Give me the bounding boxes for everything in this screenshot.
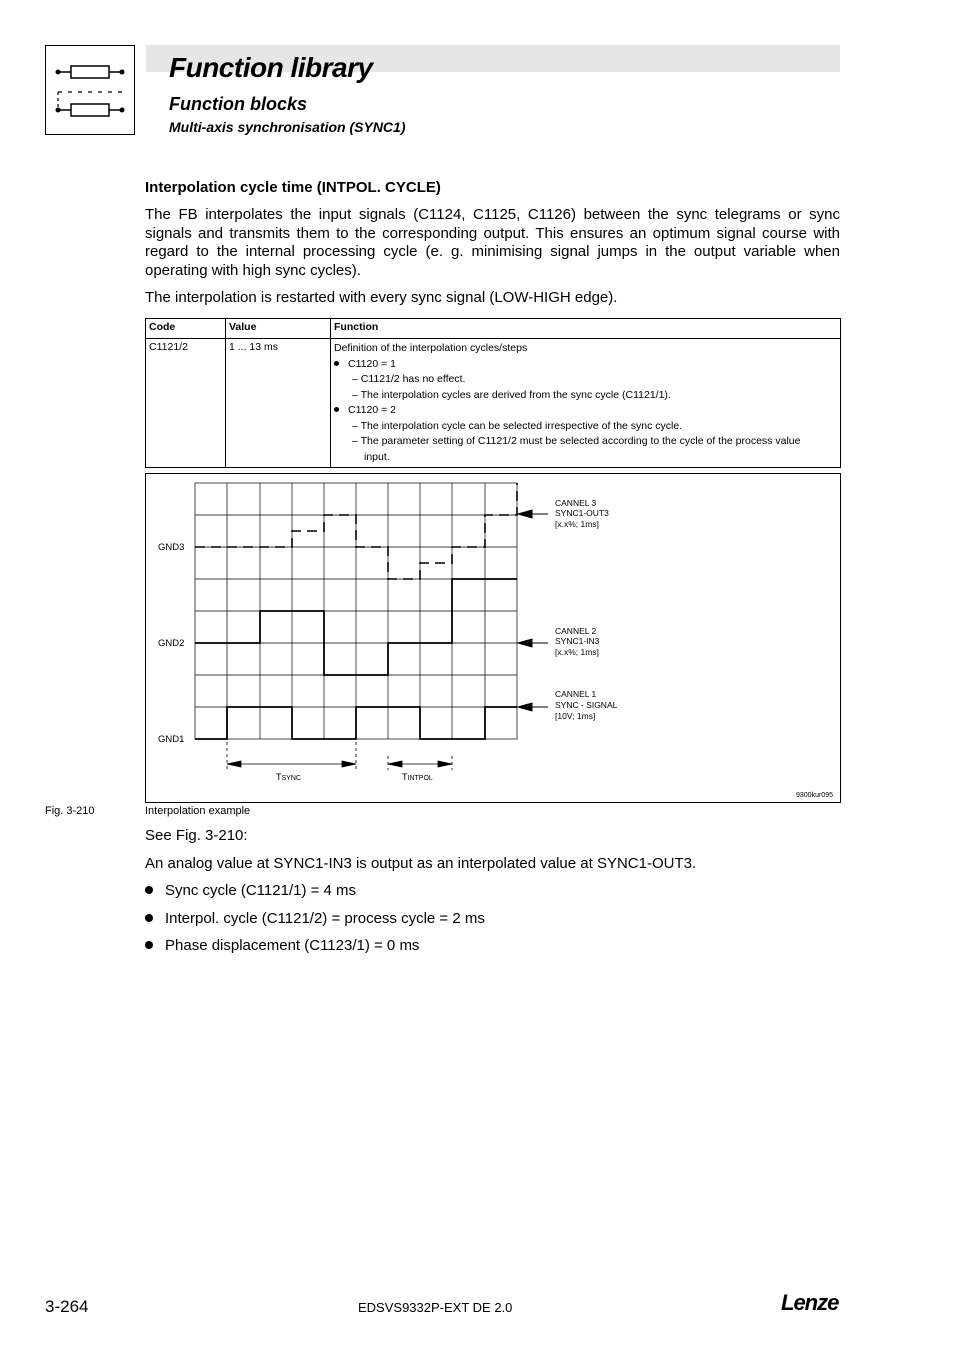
subsection-title: Multi-axis synchronisation (SYNC1) (169, 119, 406, 135)
paragraph-2: The interpolation is restarted with every sync signal (LOW-HIGH edge). (145, 289, 618, 306)
function-line: – The interpolation cycles are derived from the sync cycle (C1121/1). (352, 388, 671, 401)
gnd1-label: GND1 (158, 734, 185, 745)
page-title: Function library (169, 52, 373, 83)
arrow-icon (518, 510, 548, 711)
cell-value: 1 ... 13 ms (226, 339, 331, 468)
header-value: Value (226, 319, 331, 339)
ch2-signal: SYNC1-IN3 (555, 636, 600, 646)
function-block-icon (45, 45, 135, 135)
see-figure-text: See Fig. 3-210: (145, 827, 248, 844)
ch1-scale: [10V; 1ms] (555, 711, 596, 721)
ch2-scale: [x.x%; 1ms] (555, 647, 599, 657)
function-line: – C1121/2 has no effect. (352, 373, 466, 385)
function-bullet: C1120 = 1 (334, 357, 837, 373)
section-heading: Interpolation cycle time (INTPOL. CYCLE) (145, 179, 441, 196)
figure-number: Fig. 3-210 (45, 805, 95, 817)
gnd3-label: GND3 (158, 542, 185, 553)
list-item: Phase displacement (C1123/1) = 0 ms (145, 937, 419, 954)
circuit-icon (46, 46, 134, 134)
brand-logo: Lenze (781, 1290, 839, 1315)
statement-text: An analog value at SYNC1-IN3 is output as an interpolated value at SYNC1-OUT3. (145, 855, 697, 872)
cell-code: C1121/2 (146, 339, 226, 468)
gnd2-label: GND2 (158, 638, 185, 649)
figure-ref: 9300kur095 (796, 792, 833, 799)
ch3-scale: [x.x%; 1ms] (555, 519, 599, 529)
document-id: EDSVS9332P-EXT DE 2.0 (358, 1300, 513, 1315)
list-item: Interpol. cycle (C1121/2) = process cycle = 2 ms (145, 910, 485, 927)
sync-trace (195, 707, 517, 739)
tintpol-label: TINTPOL (402, 772, 433, 782)
page-number: 3-264 (45, 1297, 89, 1316)
function-line: input. (364, 450, 390, 463)
parameter-table (145, 318, 841, 468)
header-function: Function (331, 319, 841, 339)
ch3-label: CANNEL 3 (555, 498, 597, 508)
header-code: Code (146, 319, 226, 339)
ch1-label: CANNEL 1 (555, 689, 597, 699)
table-row (146, 339, 841, 468)
tsync-label: TSYNC (276, 772, 301, 782)
ch3-signal: SYNC1-OUT3 (555, 508, 609, 518)
timing-diagram (146, 474, 840, 802)
paragraph-1: The FB interpolates the input signals (C1124, C1125, C1126) between the sync telegrams or sync signals and transmits them to the corresponding output. This ensures an optimum signal course with regard to the internal processing cycle (e. g. minimising signal jumps in the output variable when operating with high sync cycles). (145, 206, 840, 279)
section-title: Function blocks (169, 94, 308, 114)
function-line: – The interpolation cycle can be selected irrespective of the sync cycle. (352, 419, 683, 432)
ch2-label: CANNEL 2 (555, 626, 597, 636)
table-header-row (146, 319, 841, 339)
function-bullet: C1120 = 2 (334, 403, 837, 419)
cell-function (331, 339, 841, 468)
ch1-signal: SYNC - SIGNAL (555, 700, 618, 710)
interpolation-figure (145, 473, 841, 803)
figure-caption: Interpolation example (145, 805, 251, 817)
list-item: Sync cycle (C1121/1) = 4 ms (145, 882, 356, 899)
function-line: – The parameter setting of C1121/2 must be selected according to the cycle of the process value (352, 435, 801, 447)
function-line: Definition of the interpolation cycles/steps (334, 342, 528, 354)
